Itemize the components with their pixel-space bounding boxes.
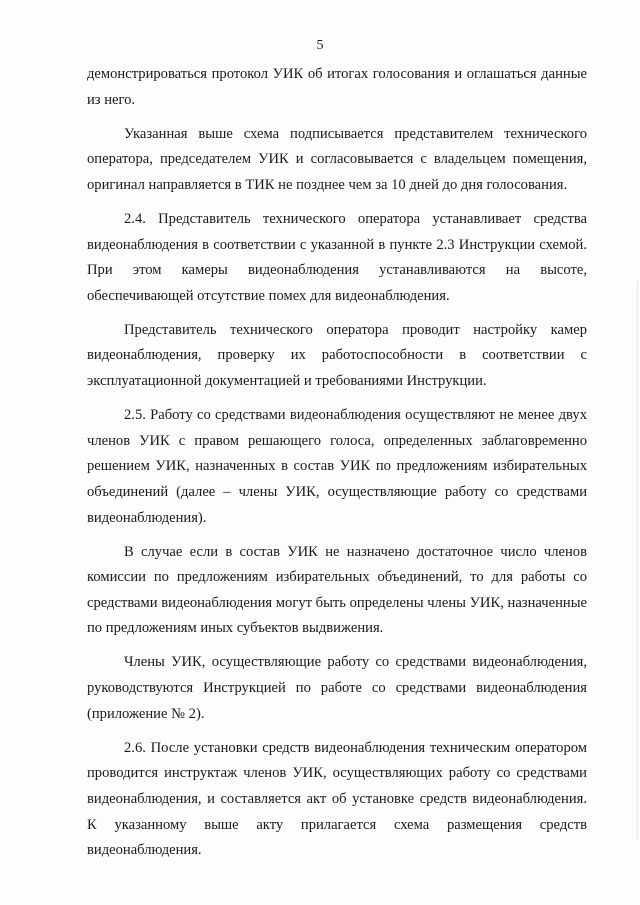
paragraph-camera-setup: Представитель технического оператора проводит настройку камер видеонаблюдения, проверку их работоспособности в соответствии с эксплуатационной документацией и требованиями Инструкции. [87, 321, 587, 390]
paragraph-scheme-signing: Указанная выше схема подписывается представителем технического оператора, председателем УИК и согласовывается с владельцем помещения, оригинал направляется в ТИК не позднее чем за 10 дней до дня голосования. [87, 125, 587, 193]
document-body [87, 62, 587, 872]
paragraph-instruction-reference: Члены УИК, осуществляющие работу со средствами видеонаблюдения, руководствуются Инструкцией по работе со средствами видеонаблюдения (приложение № 2). [87, 654, 587, 722]
page-number: 5 [316, 38, 324, 53]
paragraph-insufficient-members: В случае если в состав УИК не назначено достаточное число членов комиссии по предложениям избирательных объединений, то для работы со средствами видеонаблюдения могут быть определены члены УИК, назначенные по предложениям иных субъектов выдвижения. [87, 543, 587, 637]
paragraph-continuation: демонстрироваться протокол УИК об итогах голосования и оглашаться данные из него. [87, 66, 587, 108]
paragraph-2-6: 2.6. После установки средств видеонаблюдения техническим оператором проводится инструктаж членов УИК, осуществляющих работу со средствами видеонаблюдения, и составляется акт об установке средств видеонаблюдения. К указанному выше акту прилагается схема размещения средств видеонаблюдения. [87, 739, 587, 859]
paragraph-2-4: 2.4. Представитель технического оператора устанавливает средства видеонаблюдения в соответствии с указанной в пункте 2.3 Инструкции схемой. При этом камеры видеонаблюдения устанавливаются на высоте, обеспечивающей отсутствие помех для видеонаблюдения. [87, 210, 587, 304]
paragraph-2-5: 2.5. Работу со средствами видеонаблюдения осуществляют не менее двух членов УИК с правом решающего голоса, определенных заблаговременно решением УИК, назначенных в состав УИК по предложениям избирательных объединений (далее – члены УИК, осуществляющие работу со средствами видеонаблюдения). [87, 407, 587, 526]
scan-edge-artifact [634, 280, 638, 840]
